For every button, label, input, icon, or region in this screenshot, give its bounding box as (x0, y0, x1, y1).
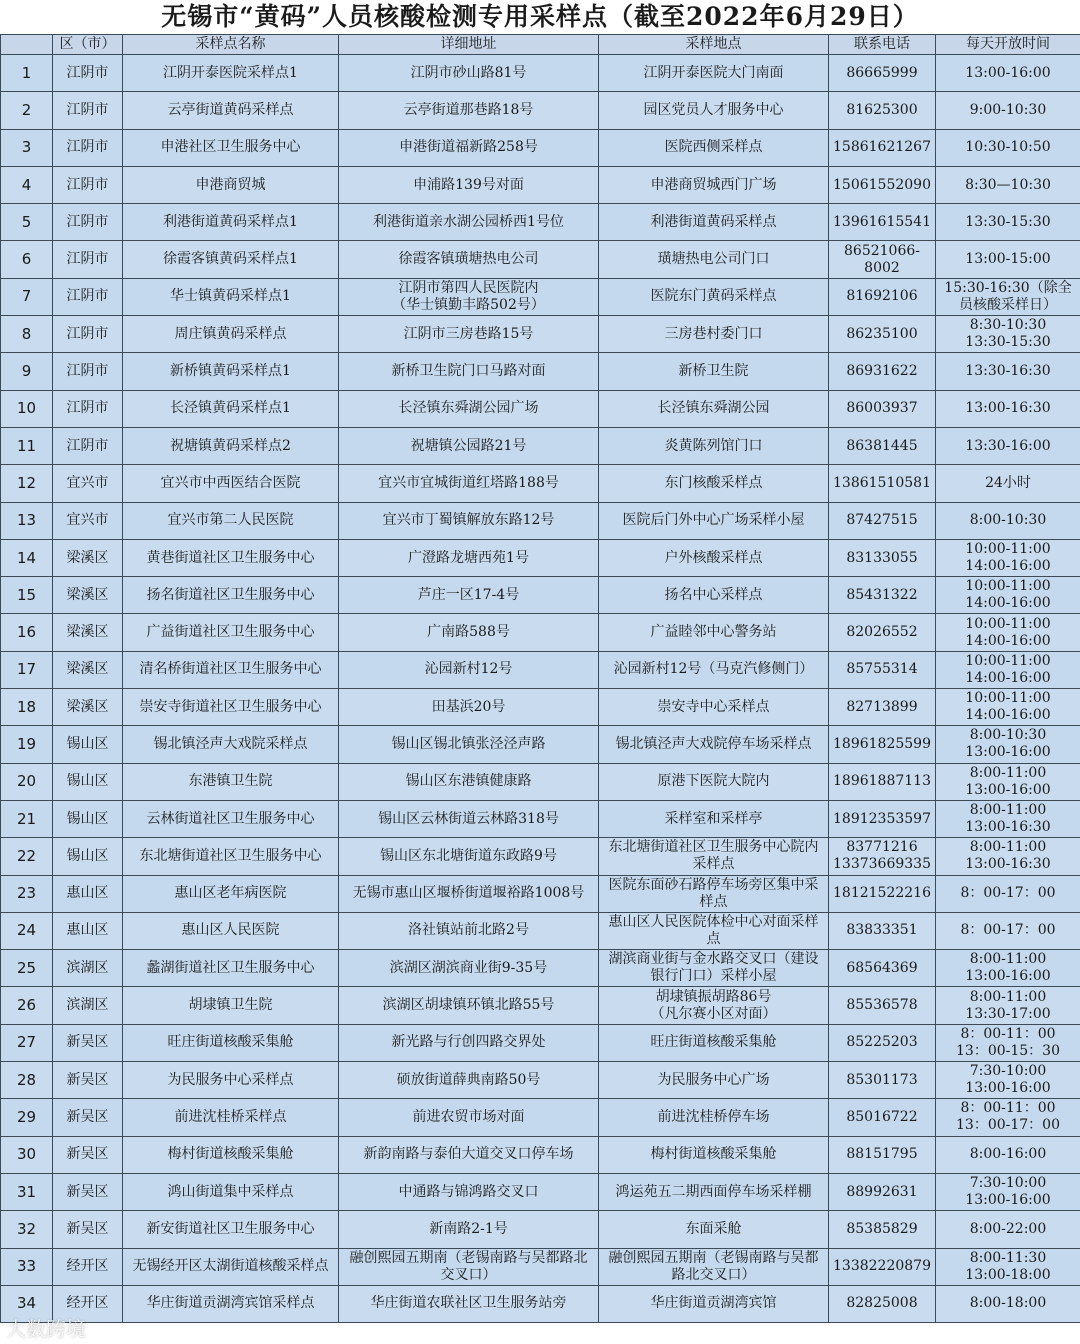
row-hours: 10:00-11:00 14:00-16:00 (936, 539, 1080, 576)
row-index: 4 (1, 166, 53, 203)
table-row (1, 614, 1080, 651)
row-hours: 8:00-11:00 13:00-16:00 (936, 950, 1080, 987)
row-hours: 13:30-15:30 (936, 204, 1080, 241)
row-district: 经开区 (53, 1285, 123, 1322)
row-hours: 8:00-10:30 13:00-16:00 (936, 726, 1080, 763)
row-phone: 18121522216 (829, 875, 936, 912)
row-address: 沁园新村12号 (339, 651, 599, 688)
watermark: 大数跨境 (6, 1317, 86, 1341)
row-phone: 88151795 (829, 1136, 936, 1173)
row-hours: 13:00-15:00 (936, 241, 1080, 278)
row-index: 19 (1, 726, 53, 763)
row-index: 34 (1, 1285, 53, 1322)
row-hours: 8：00-17：00 (936, 912, 1080, 949)
row-hours: 8：00-11：00 13：00-17：00 (936, 1099, 1080, 1136)
row-address: 宜兴市丁蜀镇解放东路12号 (339, 502, 599, 539)
row-location: 广益睦邻中心警务站 (599, 614, 829, 651)
table-row (1, 166, 1080, 203)
table-row (1, 316, 1080, 353)
row-address: 申港街道福新路258号 (339, 129, 599, 166)
row-hours: 9:00-10:30 (936, 92, 1080, 129)
row-site-name: 清名桥街道社区卫生服务中心 (123, 651, 339, 688)
row-phone: 86003937 (829, 390, 936, 427)
row-location: 前进沈桂桥停车场 (599, 1099, 829, 1136)
row-site-name: 蠡湖街道社区卫生服务中心 (123, 950, 339, 987)
row-site-name: 崇安寺街道社区卫生服务中心 (123, 689, 339, 726)
row-phone: 82026552 (829, 614, 936, 651)
row-hours: 8:00-22:00 (936, 1211, 1080, 1248)
row-site-name: 胡埭镇卫生院 (123, 987, 339, 1024)
row-location: 医院东门黄码采样点 (599, 278, 829, 315)
row-index: 23 (1, 875, 53, 912)
row-index: 3 (1, 129, 53, 166)
row-district: 江阴市 (53, 55, 123, 92)
table-row (1, 465, 1080, 502)
table-row (1, 1136, 1080, 1173)
row-site-name: 祝塘镇黄码采样点2 (123, 427, 339, 464)
row-address: 广南路588号 (339, 614, 599, 651)
row-district: 梁溪区 (53, 651, 123, 688)
row-index: 29 (1, 1099, 53, 1136)
row-district: 惠山区 (53, 875, 123, 912)
row-phone: 13961615541 (829, 204, 936, 241)
row-address: 新韵南路与泰伯大道交叉口停车场 (339, 1136, 599, 1173)
row-hours: 13:00-16:30 (936, 390, 1080, 427)
row-district: 新吴区 (53, 1173, 123, 1210)
row-hours: 8:00-10:30 (936, 502, 1080, 539)
row-phone: 85431322 (829, 577, 936, 614)
row-phone: 88992631 (829, 1173, 936, 1210)
row-site-name: 无锡经开区太湖街道核酸采样点 (123, 1248, 339, 1285)
row-phone: 82825008 (829, 1285, 936, 1322)
table-row (1, 427, 1080, 464)
row-hours: 8：00-11：00 13：00-15：30 (936, 1024, 1080, 1061)
row-location: 锡北镇泾声大戏院停车场采样点 (599, 726, 829, 763)
row-district: 滨湖区 (53, 950, 123, 987)
row-site-name: 华士镇黄码采样点1 (123, 278, 339, 315)
row-phone: 86521066-8002 (829, 241, 936, 278)
row-index: 12 (1, 465, 53, 502)
row-index: 1 (1, 55, 53, 92)
row-phone: 86235100 (829, 316, 936, 353)
row-site-name: 为民服务中心采样点 (123, 1062, 339, 1099)
row-phone: 83771216 13373669335 (829, 838, 936, 875)
row-district: 新吴区 (53, 1136, 123, 1173)
table-row (1, 1062, 1080, 1099)
row-district: 惠山区 (53, 912, 123, 949)
table-row (1, 912, 1080, 949)
row-location: 三房巷村委门口 (599, 316, 829, 353)
row-address: 云亭街道那巷路18号 (339, 92, 599, 129)
row-phone: 85755314 (829, 651, 936, 688)
row-district: 梁溪区 (53, 539, 123, 576)
table-row (1, 1285, 1080, 1322)
row-hours: 8:00-18:00 (936, 1285, 1080, 1322)
row-site-name: 华庄街道贡湖湾宾馆采样点 (123, 1285, 339, 1322)
row-district: 新吴区 (53, 1062, 123, 1099)
row-address: 锡山区云林街道云林路318号 (339, 800, 599, 837)
table-row (1, 278, 1080, 315)
row-location: 湖滨商业街与金水路交叉口（建设 银行门口）采样小屋 (599, 950, 829, 987)
row-district: 宜兴市 (53, 465, 123, 502)
row-site-name: 申港商贸城 (123, 166, 339, 203)
row-location: 沁园新村12号（马克汽修侧门） (599, 651, 829, 688)
row-phone: 68564369 (829, 950, 936, 987)
row-location: 东北塘街道社区卫生服务中心院内 采样点 (599, 838, 829, 875)
row-phone: 83833351 (829, 912, 936, 949)
row-location: 长泾镇东舜湖公园 (599, 390, 829, 427)
row-location: 园区党员人才服务中心 (599, 92, 829, 129)
row-district: 宜兴市 (53, 502, 123, 539)
row-location: 扬名中心采样点 (599, 577, 829, 614)
row-address: 江阴市三房巷路15号 (339, 316, 599, 353)
row-index: 30 (1, 1136, 53, 1173)
row-phone: 85536578 (829, 987, 936, 1024)
row-index: 28 (1, 1062, 53, 1099)
row-index: 7 (1, 278, 53, 315)
row-district: 江阴市 (53, 204, 123, 241)
row-address: 祝塘镇公园路21号 (339, 427, 599, 464)
row-site-name: 东港镇卫生院 (123, 763, 339, 800)
row-address: 田基浜20号 (339, 689, 599, 726)
row-hours: 7:30-10:00 13:00-16:00 (936, 1173, 1080, 1210)
header-phone: 联系电话 (829, 35, 936, 55)
row-phone: 81692106 (829, 278, 936, 315)
table-row (1, 1099, 1080, 1136)
row-location: 申港商贸城西门广场 (599, 166, 829, 203)
row-location: 医院西侧采样点 (599, 129, 829, 166)
row-location: 炎黄陈列馆门口 (599, 427, 829, 464)
row-district: 江阴市 (53, 353, 123, 390)
row-phone: 86381445 (829, 427, 936, 464)
table-row (1, 204, 1080, 241)
row-phone: 13861510581 (829, 465, 936, 502)
row-site-name: 惠山区人民医院 (123, 912, 339, 949)
row-hours: 8:30—10:30 (936, 166, 1080, 203)
row-address: 新南路2-1号 (339, 1211, 599, 1248)
row-site-name: 广益街道社区卫生服务中心 (123, 614, 339, 651)
row-index: 22 (1, 838, 53, 875)
row-index: 27 (1, 1024, 53, 1061)
row-address: 无锡市惠山区堰桥街道堰裕路1008号 (339, 875, 599, 912)
row-address: 新桥卫生院门口马路对面 (339, 353, 599, 390)
row-hours: 8:00-11:00 13:00-16:30 (936, 800, 1080, 837)
table-row (1, 502, 1080, 539)
row-phone: 85301173 (829, 1062, 936, 1099)
row-address: 利港街道亲水湖公园桥西1号位 (339, 204, 599, 241)
row-site-name: 东北塘街道社区卫生服务中心 (123, 838, 339, 875)
row-index: 13 (1, 502, 53, 539)
row-index: 5 (1, 204, 53, 241)
row-index: 26 (1, 987, 53, 1024)
table-row (1, 763, 1080, 800)
header-index (1, 35, 53, 55)
row-district: 新吴区 (53, 1024, 123, 1061)
table-row (1, 689, 1080, 726)
row-district: 锡山区 (53, 763, 123, 800)
row-hours: 8:00-11:30 13:00-18:00 (936, 1248, 1080, 1285)
row-hours: 10:00-11:00 14:00-16:00 (936, 614, 1080, 651)
row-site-name: 新桥镇黄码采样点1 (123, 353, 339, 390)
row-hours: 7:30-10:00 13:00-16:00 (936, 1062, 1080, 1099)
row-district: 江阴市 (53, 390, 123, 427)
row-site-name: 梅村街道核酸采集舱 (123, 1136, 339, 1173)
row-location: 璜塘热电公司门口 (599, 241, 829, 278)
row-hours: 8:30-10:30 13:30-15:30 (936, 316, 1080, 353)
row-hours: 8:00-16:00 (936, 1136, 1080, 1173)
table-row (1, 390, 1080, 427)
row-index: 25 (1, 950, 53, 987)
sampling-sites-table (0, 34, 1080, 1323)
row-hours: 10:00-11:00 14:00-16:00 (936, 689, 1080, 726)
table-row (1, 875, 1080, 912)
row-address: 申浦路139号对面 (339, 166, 599, 203)
row-phone: 86665999 (829, 55, 936, 92)
row-index: 18 (1, 689, 53, 726)
row-site-name: 扬名街道社区卫生服务中心 (123, 577, 339, 614)
table-row (1, 651, 1080, 688)
row-address: 锡山区东港镇健康路 (339, 763, 599, 800)
row-site-name: 宜兴市中西医结合医院 (123, 465, 339, 502)
row-location: 东面采舱 (599, 1211, 829, 1248)
row-hours: 8:00-11:00 13:30-17:00 (936, 987, 1080, 1024)
row-site-name: 徐霞客镇黄码采样点1 (123, 241, 339, 278)
page-title: 无锡市“黄码”人员核酸检测专用采样点（截至2022年6月29日） (0, 0, 1080, 34)
row-address: 芦庄一区17-4号 (339, 577, 599, 614)
table-row (1, 1211, 1080, 1248)
row-address: 硕放街道薛典南路50号 (339, 1062, 599, 1099)
row-location: 旺庄街道核酸采集舱 (599, 1024, 829, 1061)
row-site-name: 云林街道社区卫生服务中心 (123, 800, 339, 837)
row-site-name: 鸿山街道集中采样点 (123, 1173, 339, 1210)
row-site-name: 周庄镇黄码采样点 (123, 316, 339, 353)
row-phone: 81625300 (829, 92, 936, 129)
row-district: 新吴区 (53, 1099, 123, 1136)
row-phone: 85385829 (829, 1211, 936, 1248)
table-row (1, 129, 1080, 166)
table-row (1, 800, 1080, 837)
row-index: 11 (1, 427, 53, 464)
row-location: 鸿运苑五二期西面停车场采样棚 (599, 1173, 829, 1210)
row-location: 医院后门外中心广场采样小屋 (599, 502, 829, 539)
row-index: 6 (1, 241, 53, 278)
header-location: 采样地点 (599, 35, 829, 55)
row-location: 医院东面砂石路停车场旁区集中采 样点 (599, 875, 829, 912)
row-hours: 8:00-11:00 13:00-16:00 (936, 763, 1080, 800)
row-address: 宜兴市宜城街道红塔路188号 (339, 465, 599, 502)
row-district: 新吴区 (53, 1211, 123, 1248)
row-district: 锡山区 (53, 800, 123, 837)
row-index: 9 (1, 353, 53, 390)
table-row (1, 726, 1080, 763)
row-location: 华庄街道贡湖湾宾馆 (599, 1285, 829, 1322)
row-address: 徐霞客镇璜塘热电公司 (339, 241, 599, 278)
row-phone: 86931622 (829, 353, 936, 390)
header-address: 详细地址 (339, 35, 599, 55)
row-index: 14 (1, 539, 53, 576)
row-hours: 24小时 (936, 465, 1080, 502)
row-address: 前进农贸市场对面 (339, 1099, 599, 1136)
row-location: 采样室和采样亭 (599, 800, 829, 837)
row-index: 17 (1, 651, 53, 688)
row-hours: 10:00-11:00 14:00-16:00 (936, 651, 1080, 688)
table-row (1, 1248, 1080, 1285)
row-location: 户外核酸采样点 (599, 539, 829, 576)
header-hours: 每天开放时间 (936, 35, 1080, 55)
table-row (1, 577, 1080, 614)
row-site-name: 云亭街道黄码采样点 (123, 92, 339, 129)
row-district: 江阴市 (53, 92, 123, 129)
row-location: 惠山区人民医院体检中心对面采样 点 (599, 912, 829, 949)
row-address: 中通路与锦鸿路交叉口 (339, 1173, 599, 1210)
row-district: 江阴市 (53, 427, 123, 464)
row-hours: 13:30-16:30 (936, 353, 1080, 390)
row-phone: 85016722 (829, 1099, 936, 1136)
row-address: 滨湖区胡埭镇环镇北路55号 (339, 987, 599, 1024)
row-hours: 13:30-16:00 (936, 427, 1080, 464)
row-site-name: 申港社区卫生服务中心 (123, 129, 339, 166)
row-address: 滨湖区湖滨商业街9-35号 (339, 950, 599, 987)
row-address: 华庄街道农联社区卫生服务站旁 (339, 1285, 599, 1322)
row-address: 长泾镇东舜湖公园广场 (339, 390, 599, 427)
row-district: 江阴市 (53, 316, 123, 353)
row-location: 胡埭镇振胡路86号 （凡尔赛小区对面） (599, 987, 829, 1024)
row-district: 江阴市 (53, 129, 123, 166)
row-location: 梅村街道核酸采集舱 (599, 1136, 829, 1173)
row-index: 33 (1, 1248, 53, 1285)
row-address: 新光路与行创四路交界处 (339, 1024, 599, 1061)
row-index: 24 (1, 912, 53, 949)
table-header-row (1, 35, 1080, 55)
row-district: 滨湖区 (53, 987, 123, 1024)
row-location: 原港下医院大院内 (599, 763, 829, 800)
row-location: 江阴开泰医院大门南面 (599, 55, 829, 92)
row-site-name: 锡北镇泾声大戏院采样点 (123, 726, 339, 763)
row-district: 经开区 (53, 1248, 123, 1285)
header-district: 区（市） (53, 35, 123, 55)
table-row (1, 539, 1080, 576)
row-district: 梁溪区 (53, 614, 123, 651)
row-address: 锡山区锡北镇张泾泾声路 (339, 726, 599, 763)
row-phone: 85225203 (829, 1024, 936, 1061)
row-index: 20 (1, 763, 53, 800)
row-site-name: 长泾镇黄码采样点1 (123, 390, 339, 427)
row-site-name: 宜兴市第二人民医院 (123, 502, 339, 539)
row-location: 为民服务中心广场 (599, 1062, 829, 1099)
row-district: 江阴市 (53, 241, 123, 278)
table-row (1, 838, 1080, 875)
row-address: 江阴市第四人民医院内 （华士镇勤丰路502号） (339, 278, 599, 315)
row-address: 锡山区东北塘街道东政路9号 (339, 838, 599, 875)
row-hours: 15:30-16:30（除全 员核酸采样日） (936, 278, 1080, 315)
row-index: 8 (1, 316, 53, 353)
table-row (1, 987, 1080, 1024)
row-hours: 10:00-11:00 14:00-16:00 (936, 577, 1080, 614)
row-phone: 13382220879 (829, 1248, 936, 1285)
row-district: 梁溪区 (53, 689, 123, 726)
row-index: 15 (1, 577, 53, 614)
row-site-name: 惠山区老年病医院 (123, 875, 339, 912)
row-phone: 18961887113 (829, 763, 936, 800)
row-address: 洛社镇站前北路2号 (339, 912, 599, 949)
row-phone: 83133055 (829, 539, 936, 576)
table-row (1, 92, 1080, 129)
table-row (1, 353, 1080, 390)
row-site-name: 利港街道黄码采样点1 (123, 204, 339, 241)
row-phone: 18912353597 (829, 800, 936, 837)
row-address: 江阴市砂山路81号 (339, 55, 599, 92)
row-index: 21 (1, 800, 53, 837)
row-hours: 13:00-16:00 (936, 55, 1080, 92)
row-index: 32 (1, 1211, 53, 1248)
row-phone: 18961825599 (829, 726, 936, 763)
row-index: 2 (1, 92, 53, 129)
row-hours: 8：00-17：00 (936, 875, 1080, 912)
row-index: 10 (1, 390, 53, 427)
row-hours: 8:00-11:00 13:00-16:30 (936, 838, 1080, 875)
row-site-name: 旺庄街道核酸采集舱 (123, 1024, 339, 1061)
table-row (1, 1173, 1080, 1210)
row-district: 江阴市 (53, 166, 123, 203)
row-district: 江阴市 (53, 278, 123, 315)
row-site-name: 黄巷街道社区卫生服务中心 (123, 539, 339, 576)
row-site-name: 江阴开泰医院采样点1 (123, 55, 339, 92)
table-row (1, 241, 1080, 278)
table-row (1, 1024, 1080, 1061)
row-phone: 87427515 (829, 502, 936, 539)
row-location: 利港街道黄码采样点 (599, 204, 829, 241)
row-index: 31 (1, 1173, 53, 1210)
row-address: 广澄路龙塘西苑1号 (339, 539, 599, 576)
row-site-name: 前进沈桂桥采样点 (123, 1099, 339, 1136)
row-location: 融创熙园五期南（老锡南路与吴都 路北交叉口） (599, 1248, 829, 1285)
row-district: 锡山区 (53, 838, 123, 875)
row-phone: 82713899 (829, 689, 936, 726)
row-district: 梁溪区 (53, 577, 123, 614)
row-index: 16 (1, 614, 53, 651)
row-address: 融创熙园五期南（老锡南路与吴都路北 交叉口） (339, 1248, 599, 1285)
row-location: 新桥卫生院 (599, 353, 829, 390)
row-site-name: 新安街道社区卫生服务中心 (123, 1211, 339, 1248)
row-phone: 15061552090 (829, 166, 936, 203)
row-location: 崇安寺中心采样点 (599, 689, 829, 726)
row-location: 东门核酸采样点 (599, 465, 829, 502)
header-site-name: 采样点名称 (123, 35, 339, 55)
row-district: 锡山区 (53, 726, 123, 763)
table-row (1, 55, 1080, 92)
row-hours: 10:30-10:50 (936, 129, 1080, 166)
row-phone: 15861621267 (829, 129, 936, 166)
table-row (1, 950, 1080, 987)
